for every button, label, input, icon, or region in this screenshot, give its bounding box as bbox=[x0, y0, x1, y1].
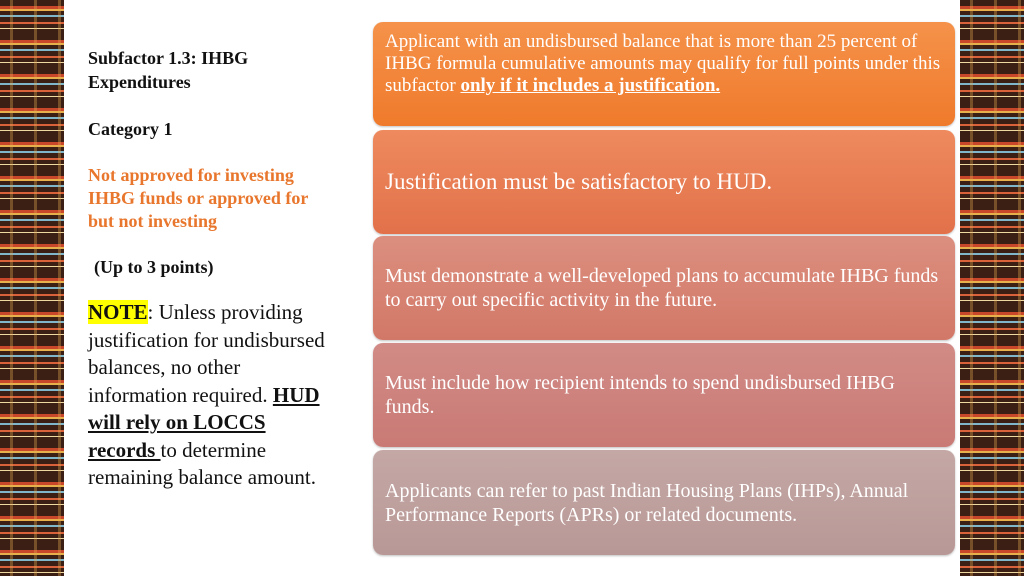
not-approved-text: Not approved for investing IHBG funds or approved for but not investing bbox=[88, 165, 309, 231]
note-emphasis: HUD will rely on LOCCS records bbox=[88, 382, 320, 462]
requirement-box-4 bbox=[373, 343, 955, 447]
left-panel bbox=[88, 46, 328, 492]
box-3-text: Must demonstrate a well-developed plans to accumulate IHBG funds to carry out specific activity in the future. bbox=[385, 265, 939, 311]
note-text-before: : Unless providing justification for undisbursed balances, no other information required. bbox=[88, 300, 325, 407]
subfactor-title: Subfactor 1.3: IHBG Expenditures bbox=[88, 48, 249, 92]
note-paragraph bbox=[88, 299, 328, 492]
box-5-text: Applicants can refer to past Indian Housing Plans (IHPs), Annual Performance Reports (APRs) or related documents. bbox=[385, 479, 909, 526]
requirement-box-3 bbox=[373, 236, 955, 340]
box-1-text: Applicant with an undisbursed balance that is more than 25 percent of IHBG formula cumulative amounts may qualify for full points under this subfactor bbox=[385, 31, 941, 96]
requirement-box-2 bbox=[373, 130, 955, 234]
box-2-text: Justification must be satisfactory to HUD. bbox=[385, 169, 773, 194]
box-1-content bbox=[385, 31, 943, 97]
decorative-border-left bbox=[0, 0, 64, 576]
category-label: Category 1 bbox=[88, 119, 173, 139]
box-4-text: Must include how recipient intends to spend undisbursed IHBG funds. bbox=[385, 372, 895, 418]
note-text-after: to determine remaining balance amount. bbox=[88, 437, 316, 489]
requirement-box-1 bbox=[373, 22, 955, 126]
box-1-emphasis: only if it includes a justification. bbox=[460, 75, 721, 96]
points-label: (Up to 3 points) bbox=[94, 257, 214, 277]
note-label: NOTE bbox=[88, 300, 148, 324]
decorative-border-right bbox=[960, 0, 1024, 576]
requirement-box-5 bbox=[373, 450, 955, 555]
